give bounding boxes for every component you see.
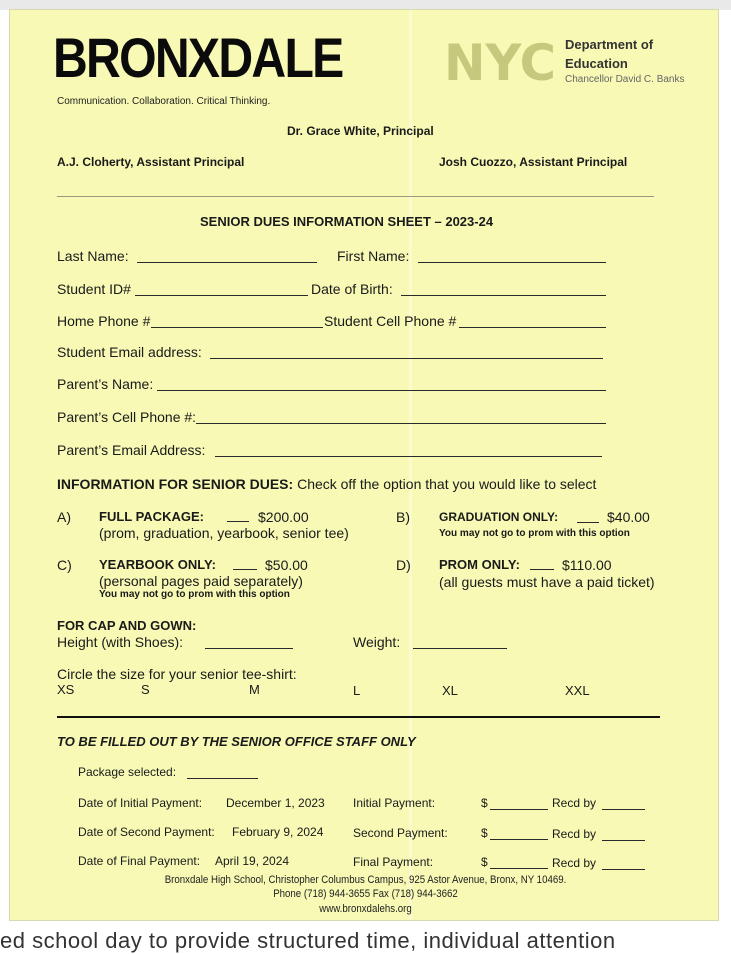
initial-recd-by-field[interactable] xyxy=(602,809,645,810)
section-divider xyxy=(57,716,660,718)
final-recd-by-label: Recd by xyxy=(552,856,597,870)
home-phone-field[interactable] xyxy=(151,327,323,328)
size-l[interactable]: L xyxy=(353,683,361,698)
dob-label: Date of Birth: xyxy=(311,281,393,297)
final-payment-label: Final Payment: xyxy=(353,855,434,869)
option-b-note: You may not go to prom with this option xyxy=(439,528,630,539)
parent-name-field[interactable] xyxy=(157,390,606,391)
option-b-name: GRADUATION ONLY: xyxy=(439,510,559,524)
size-s[interactable]: S xyxy=(141,682,150,697)
header-divider xyxy=(57,196,654,197)
second-payment-date-label: Date of Second Payment: xyxy=(78,825,215,839)
package-selected-field[interactable] xyxy=(187,778,258,779)
cap-gown-heading: FOR CAP AND GOWN: xyxy=(57,618,197,633)
parent-cell-label: Parent’s Cell Phone #: xyxy=(57,409,197,425)
doe-line-2: Education xyxy=(565,56,628,71)
last-name-label: Last Name: xyxy=(57,248,129,264)
option-d-price: $110.00 xyxy=(562,557,612,573)
option-b-check[interactable] xyxy=(577,522,599,523)
final-payment-date-label: Date of Final Payment: xyxy=(78,854,201,868)
option-c-name: YEARBOOK ONLY: xyxy=(99,557,217,572)
option-d-check[interactable] xyxy=(530,569,554,570)
principal-name: Dr. Grace White, Principal xyxy=(287,124,434,138)
school-tagline: Communication. Collaboration. Critical Thinking. xyxy=(57,96,271,107)
dob-field[interactable] xyxy=(401,295,606,296)
article-text-below: ed school day to provide structured time, individual attention xyxy=(0,928,616,953)
footer-phone: Phone (718) 944-3655 Fax (718) 944-3662 xyxy=(273,888,458,900)
first-name-label: First Name: xyxy=(337,248,410,264)
option-a-check[interactable] xyxy=(227,521,249,522)
yellow-flyer-sheet xyxy=(10,10,718,920)
assistant-principal-right: Josh Cuozzo, Assistant Principal xyxy=(439,155,628,169)
page-top-edge xyxy=(0,0,731,10)
size-xxl[interactable]: XXL xyxy=(565,683,590,698)
final-recd-by-field[interactable] xyxy=(602,869,645,870)
package-selected-label: Package selected: xyxy=(78,765,177,779)
student-email-field[interactable] xyxy=(210,358,603,359)
second-payment-amount-field[interactable] xyxy=(490,839,548,840)
initial-payment-label: Initial Payment: xyxy=(353,796,436,810)
final-payment-amount-field[interactable] xyxy=(490,868,548,869)
second-recd-by-label: Recd by xyxy=(552,827,597,841)
parent-email-field[interactable] xyxy=(215,456,602,457)
option-d-note: (all guests must have a paid ticket) xyxy=(439,574,655,590)
size-m[interactable]: M xyxy=(249,682,260,697)
option-c-letter: C) xyxy=(57,557,72,573)
fold-crease xyxy=(409,10,412,920)
height-field[interactable] xyxy=(205,648,293,649)
second-payment-date: February 9, 2024 xyxy=(232,825,324,839)
parent-name-label: Parent’s Name: xyxy=(57,376,154,392)
dues-heading-text: Check off the option that you would like to select xyxy=(297,476,597,492)
last-name-field[interactable] xyxy=(137,262,317,263)
footer-address: Bronxdale High School, Christopher Columbus Campus, 925 Astor Avenue, Bronx, NY 10469. xyxy=(164,874,567,886)
initial-payment-date: December 1, 2023 xyxy=(226,796,325,810)
nyc-logo-text: NYC xyxy=(444,38,556,84)
tee-size-prompt: Circle the size for your senior tee-shirt: xyxy=(57,666,297,682)
option-a-letter: A) xyxy=(57,509,71,525)
student-id-label: Student ID# xyxy=(57,281,131,297)
size-xl[interactable]: XL xyxy=(442,683,458,698)
initial-recd-by-label: Recd by xyxy=(552,796,597,810)
final-payment-date: April 19, 2024 xyxy=(215,854,290,868)
option-b-letter: B) xyxy=(396,509,410,525)
dues-heading xyxy=(57,476,596,492)
second-payment-label: Second Payment: xyxy=(353,826,448,840)
option-c-price: $50.00 xyxy=(265,557,308,573)
student-cell-field[interactable] xyxy=(459,327,606,328)
student-email-label: Student Email address: xyxy=(57,344,202,360)
student-cell-label: Student Cell Phone # xyxy=(324,313,457,329)
size-xs[interactable]: XS xyxy=(57,682,75,697)
assistant-principal-left: A.J. Cloherty, Assistant Principal xyxy=(57,155,245,169)
option-a-note: (prom, graduation, yearbook, senior tee) xyxy=(99,525,349,541)
student-id-field[interactable] xyxy=(135,295,308,296)
dues-heading-bold: INFORMATION FOR SENIOR DUES: xyxy=(57,476,294,492)
option-a-name: FULL PACKAGE: xyxy=(99,509,204,524)
second-dollar-sign: $ xyxy=(481,826,488,840)
option-c-note: (personal pages paid separately) xyxy=(99,573,303,589)
footer-website[interactable]: www.bronxdalehs.org xyxy=(319,903,412,915)
school-logo-wordmark: BRONXDALE xyxy=(53,26,343,89)
nyc-logo xyxy=(444,38,556,84)
option-c-check[interactable] xyxy=(233,569,257,570)
height-label: Height (with Shoes): xyxy=(57,634,184,650)
sheet-title: SENIOR DUES INFORMATION SHEET – 2023-24 xyxy=(200,214,494,229)
second-recd-by-field[interactable] xyxy=(602,840,645,841)
option-b-price: $40.00 xyxy=(607,509,650,525)
chancellor-name: Chancellor David C. Banks xyxy=(565,74,685,85)
option-a-price: $200.00 xyxy=(258,509,309,525)
parent-email-label: Parent’s Email Address: xyxy=(57,442,206,458)
final-dollar-sign: $ xyxy=(481,855,488,869)
initial-dollar-sign: $ xyxy=(481,796,488,810)
home-phone-label: Home Phone # xyxy=(57,313,151,329)
first-name-field[interactable] xyxy=(418,262,606,263)
office-heading: TO BE FILLED OUT BY THE SENIOR OFFICE STAFF ONLY xyxy=(57,734,416,749)
option-d-name: PROM ONLY: xyxy=(439,557,520,572)
initial-payment-amount-field[interactable] xyxy=(490,809,548,810)
doe-line-1: Department of xyxy=(565,37,654,52)
initial-payment-date-label: Date of Initial Payment: xyxy=(78,796,203,810)
option-c-note-2: You may not go to prom with this option xyxy=(99,589,290,600)
option-d-letter: D) xyxy=(396,557,411,573)
weight-field[interactable] xyxy=(413,648,507,649)
weight-label: Weight: xyxy=(353,634,401,650)
parent-cell-field[interactable] xyxy=(196,423,606,424)
